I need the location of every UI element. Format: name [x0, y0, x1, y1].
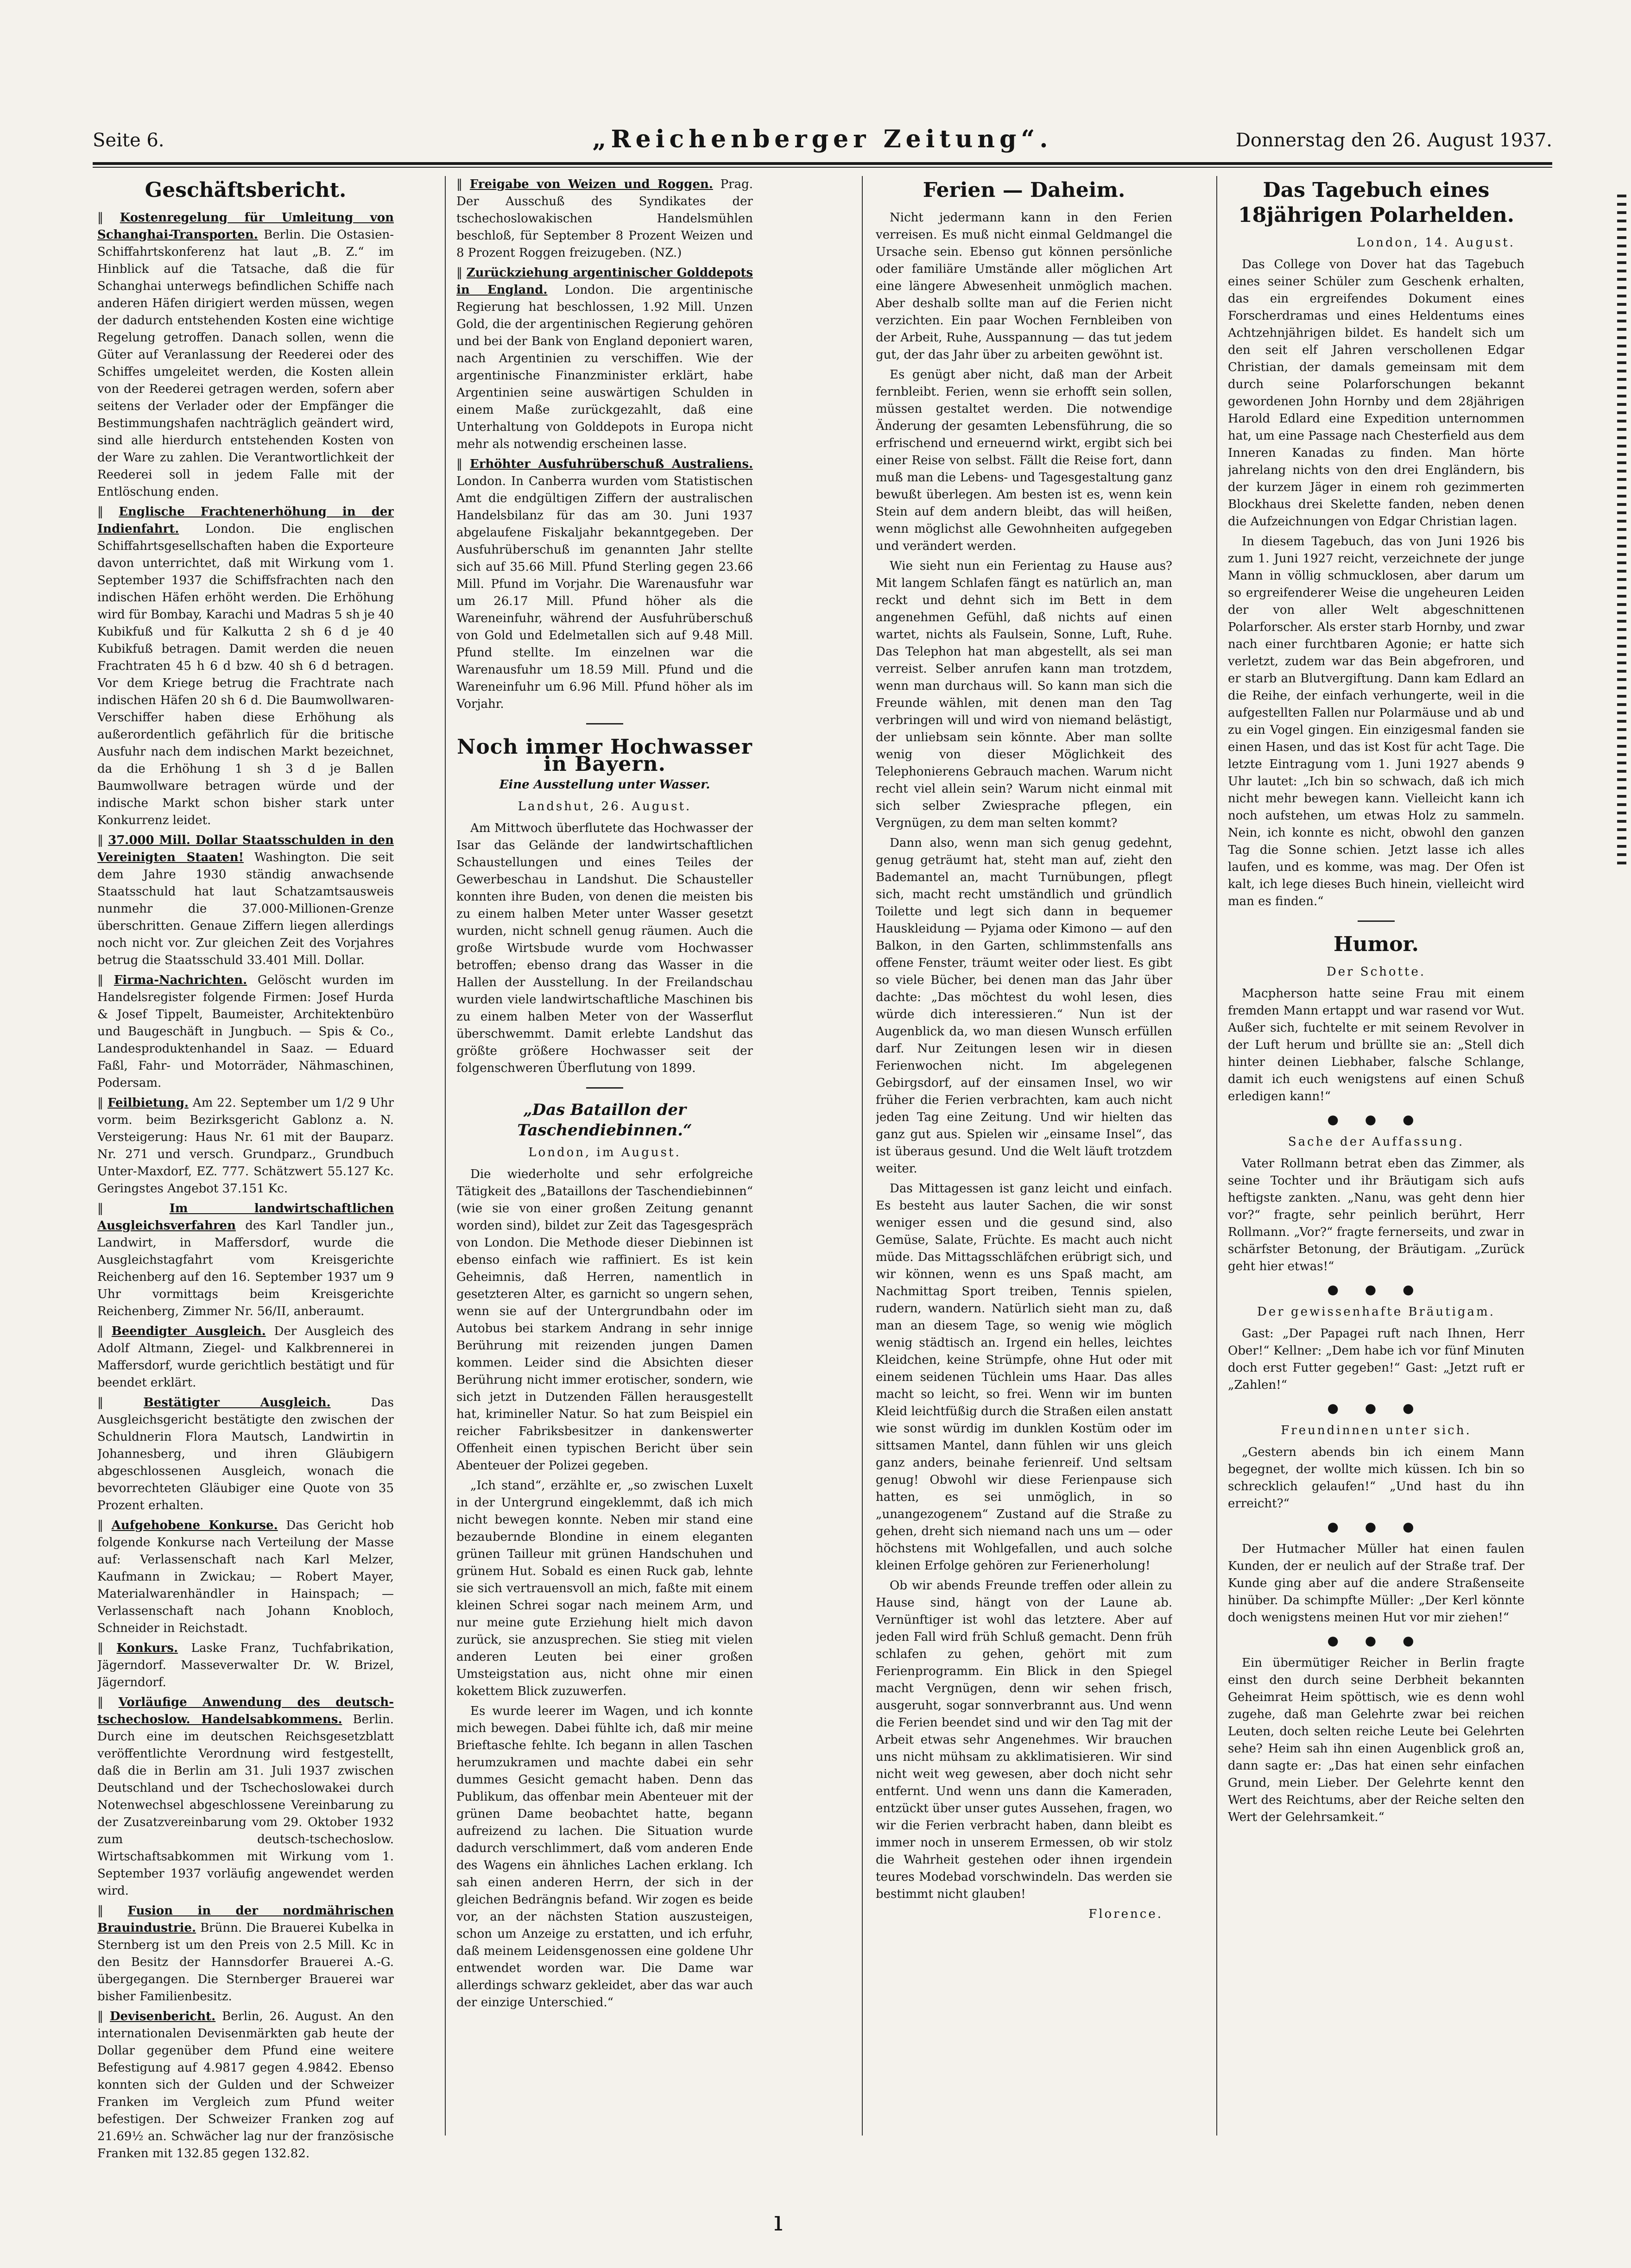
joke-text: Vater Rollmann betrat eben das Zimmer, als seine Tochter und ihr Bräutigam sich aufs heftigste zankten. „Nanu, was geht denn hier vor?“ fragte, sehr peinlich berührt, Herr Rollmann. „Vor?“ fragte fernerseits, und zwar in schärfster Betonung, der Bräutigam. „Zurück geht hier etwas!“	[1228, 1157, 1524, 1273]
news-item: ‖ Beendigter Ausgleich. Der Ausgleich des Adolf Altmann, Ziegel- und Kalkbrennerei in Maffersdorf, wurde gerichtlich bestätigt und für beendet erklärt.	[97, 1324, 394, 1390]
news-item-text: Berlin, 26. August. An den internationalen Devisenmärkten gab heute der Dollar gegenüber dem Pfund eine weitere Befestigung auf 4.9817 gegen 4.9842. Ebenso konnten sich der Gulden und der Schweizer Franken im Vergleich zum Pfund weiter befestigen. Der Schweizer Franken zog auf 21.69½ an. Schwächer lag nur der französische Franken mit 132.85 gegen 132.82.	[97, 2010, 394, 2161]
vacation-heading: Ferien — Daheim.	[923, 178, 1125, 202]
flood-text: Am Mittwoch überflutete das Hochwasser der Isar das Gelände der landwirtschaftlichen Schaustellungen und eines Teiles der Gewerbeschau in Landshut. Die Schausteller konnten ihre Buden, von denen die meisten bis zu einem halben Meter unter Wasser gesetzt wurden, nicht schnell genug räumen. Auch die große Wirtsbude wurde vom Hochwasser betroffen; ebenso drang das Wasser in die Hallen der Ausstellung. In der Freilandschau wurden viele landwirtschaftliche Maschinen bis zu einem halben Meter von der Wasserflut überschwemmt. Damit erlebte Landshut das größte größere Hochwasser seit der folgenschweren Überflutung von 1899.	[456, 821, 753, 1075]
news-item-lead: Beendigter Ausgleich.	[111, 1324, 266, 1338]
business-items-continued	[456, 176, 753, 713]
section-rule	[586, 1087, 623, 1089]
vacation-paragraph: Dann also, wenn man sich genug gedehnt, genug geträumt hat, steht man auf, zieht den Bademantel an, macht Turnübungen, pflegt sich, macht recht umständlich und gründlich Toilette und legt sich dann in bequemer Hauskleidung — Pyjama oder Kimono — auf den Balkon, in den Garten, schlimmstenfalls ans offene Fenster, träumt weiter oder liest. Es gibt so viele Bücher, bei denen man das Jahr über dachte: „Das möchtest du wohl lesen, dies würde dich interessieren.“ Nun ist der Augenblick da, wo man diesen Wunsch erfüllen darf. Nur Zeitungen lesen wir in diesen Ferienwochen nicht. Im abgelegenen Gebirgsdorf, auf der einsamen Insel, wo wir früher die Ferien verbrachten, kam auch nicht jeden Tag eine Zeitung. Und wir hielten das ganz gut aus. Spielen wir „einsame Insel“, das ist überaus gesund. Und die Welt läuft trotzdem weiter.	[876, 836, 1172, 1176]
column-divider	[1216, 176, 1217, 2136]
news-item-text: Das Gericht hob folgende Konkurse nach Verteilung der Masse auf: Verlassenschaft nach Karl Melzer, Kaufmann in Zwickau; — Robert Mayer, Materialwarenhändler in Hainspach; — Verlassenschaft nach Johann Knobloch, Schneider in Reichstadt.	[97, 1518, 394, 1635]
news-item-text: Das Ausgleichsgericht bestätigte den zwischen der Schuldnerin Flora Mautsch, Landwirtin in Johannesberg, und ihren Gläubigern abgeschlossenen Ausgleich, wonach die bevorrechteten Gläubiger eine Quote von 35 Prozent erhalten.	[97, 1396, 394, 1512]
column-vacation	[876, 176, 1172, 2168]
news-item: ‖ Feilbietung. Am 22. September um 1/2 9 Uhr vorm. beim Bezirksgericht Gablonz a. N. Versteigerung: Haus Nr. 61 mit der Bauparz. Nr. 271 und versch. Grundparz., Grundbuch Unter-Maxdorf, EZ. 777. Schätzwert 55.127 Kc. Geringstes Angebot 37.151 Kc.	[97, 1096, 394, 1196]
battalion-paragraph: Die wiederholte und sehr erfolgreiche Tätigkeit des „Bataillons der Taschendiebinnen“ (wie sie von einer großen Zeitung genannt worden sind), bildet zur Zeit das Tagesgespräch von London. Die Methode dieser Diebinnen ist ebenso einfach wie raffiniert. Es ist kein Geheimnis, daß Herren, namentlich in gesetzteren Alter, es garnicht so ungern sehen, wenn sie auf der Untergrundbahn oder im Autobus bei starkem Andrang in sehr innige Berührung mit reizenden jungen Damen kommen. Leider sind die Absichten dieser Berührung nicht immer erotischer, sondern, wie sich jetzt in Dutzenden Fällen herausgestellt hat, krimineller Natur. So hat zum Beispiel ein reicher Fabriksbesitzer in dankenswerter Offenheit einen typischen Bericht über sein Abenteuer der Polizei gegeben.	[456, 1167, 753, 1473]
business-report-heading: Geschäftsbericht.	[145, 178, 347, 202]
news-item-text: Laske Franz, Tuchfabrikation, Jägerndorf. Masseverwalter Dr. W. Brizel, Jägerndorf.	[97, 1641, 394, 1689]
news-item-lead: Freigabe von Weizen und Roggen.	[469, 177, 713, 191]
news-item-text: Der Ausgleich des Adolf Altmann, Ziegel- und Kalkbrennerei in Maffersdorf, wurde gerichtlich bestätigt und für beendet erklärt.	[97, 1324, 394, 1390]
newspaper-title: „Reichenberger Zeitung“.	[592, 125, 1053, 153]
joke-text: Gast: „Der Papagei ruft nach Ihnen, Herr Ober!“ Kellner: „Dem habe ich vor fünf Minuten doch erst Futter gegeben!“ Gast: „Jetzt ruft er „Zahlen!“	[1228, 1327, 1524, 1392]
joke-title: Sache der Auffassung.	[1288, 1135, 1465, 1149]
vacation-signature: Florence.	[1088, 1907, 1163, 1921]
joke-text: Macpherson hatte seine Frau mit einem fremden Mann ertappt und war rasend vor Wut. Außer sich, fuchtelte er mit seinem Revolver in der Luft herum und brüllte sie an: „Stell dich hinter deinen Liebhaber, falsche Schlange, damit ich euch wenigstens auf einen Schuß erledigen kann!“	[1228, 987, 1524, 1103]
vacation-paragraph: Das Mittagessen ist ganz leicht und einfach. Es besteht aus lauter Sachen, die wir sonst weniger essen und die gesund sind, also Gemüse, Salate, Früchte. Es macht auch nicht müde. Das Mittagsschläfchen erübrigt sich, und wir können, wenn es uns Spaß macht, am Nachmittag Sport treiben, Tennis spielen, rudern, wandern. Natürlich sieht man zu, daß man an diesem Tage, so wenig wie möglich wenig städtisch an. Irgend ein helles, leichtes Kleidchen, keine Strümpfe, ohne Hut oder mit einem seidenen Tüchlein ums Haar. Das alles macht so leicht, so frei. Wenn wir im bunten Kleid leichtfüßig durch die Straßen eilen anstatt wie sonst würdig im dunklen Kostüm oder im sittsamen Mantel, dann fühlen wir uns gleich ganz anders, beinahe ferienreif. Und seltsam genug! Obwohl wir diese Ferienpause sich hatten, es sei unmöglich, in so „unangezogenem“ Zustand auf die Straße zu gehen, dreht sich niemand nach uns um — oder höchstens mit Wohlgefallen, und auch solche kleinen Erfolge gehören zur Ferienerholung!	[876, 1182, 1172, 1573]
separator-stars: ● ● ●	[1327, 1112, 1425, 1127]
column-business-report	[97, 176, 394, 2168]
news-item-lead: Fusion in der nordmährischen Brauindustrie.	[97, 1904, 394, 1935]
vacation-paragraph: Es genügt aber nicht, daß man der Arbeit fernbleibt. Ferien, wenn sie erhofft sein sollen, müssen gestaltet werden. Die notwendige Änderung der gesamten Lebensführung, die so erfrischend und erneuernd wirkt, ergibt sich bei einer Reise von selbst. Fällt die Reise fort, dann muß man die Lebens- und Tagesgestaltung ganz bewußt überlegen. Am besten ist es, wenn kein Stein auf dem andern bleibt, das will heißen, wenn möglichst alle Gewohnheiten aufgegeben und verändert werden.	[876, 368, 1172, 553]
news-item: ‖ 37.000 Mill. Dollar Staatsschulden in den Vereinigten Staaten! Washington. Die seit dem Jahre 1930 ständig anwachsende Staatsschuld hat laut Schatzamtsausweis nunmehr die 37.000-Millionen-Grenze überschritten. Genaue Ziffern liegen allerdings noch nicht vor. Zur gleichen Zeit des Vorjahres betrug die Staatsschuld 33.401 Mill. Dollar.	[97, 833, 394, 967]
news-item-lead: Vorläufige Anwendung des deutsch-tschechoslow. Handelsabkommens.	[97, 1695, 394, 1726]
page-header	[93, 125, 1552, 162]
news-item: ‖ Bestätigter Ausgleich. Das Ausgleichsgericht bestätigte den zwischen der Schuldnerin Flora Mautsch, Landwirtin in Johannesberg, und ihren Gläubigern abgeschlossenen Ausgleich, wonach die bevorrechteten Gläubiger eine Quote von 35 Prozent erhalten.	[97, 1396, 394, 1512]
news-item-lead: Aufgehobene Konkurse.	[111, 1518, 278, 1532]
news-item-text: London. In Canberra wurden vom Statistischen Amt die endgültigen Ziffern der australischen Handelsbilanz für das am 30. Juni 1937 abgelaufene Fiskaljahr bekanntgegeben. Der Ausfuhrüberschuß im genannten Jahr stellte sich auf 35.66 Mill. Pfund Sterling gegen 23.66 Mill. Pfund im Vorjahr. Die Warenausfuhr war um 26.17 Mill. Pfund höher als die Wareneinfuhr, während der Ausfuhrüberschuß von Gold und Edelmetallen sich auf 9.48 Mill. Pfund stellte. Im einzelnen war die Warenausfuhr um 18.59 Mill. Pfund und die Wareneinfuhr um 6.96 Mill. Pfund höher als im Vorjahr.	[456, 474, 753, 711]
news-item-text: Berlin. Die Ostasien-Schiffahrtskonferenz hat laut „B. Z.“ im Hinblick auf die Tatsache, daß die für Schanghai unterwegs befindlichen Schiffe nach anderen Häfen dirigiert werden müssen, wegen der dadurch entstehenden Kosten eine wichtige Regelung getroffen. Danach sollen, wenn die Güter auf Veranlassung der Reederei oder des Schiffes umgeleitet werden, die Kosten allein von der Reederei getragen werden, sofern aber seitens der Verlader oder der Empfänger die Bestimmungshafen nachträglich geändert wird, sind alle hierdurch entstehenden Kosten von der Ware zu zahlen. Die Verantwortlichkeit der Reederei soll in jedem Falle mit der Entlöschung enden.	[97, 228, 394, 499]
vacation-paragraph: Nicht jedermann kann in den Ferien verreisen. Es muß nicht einmal Geldmangel die Ursache sein. Ebenso gut können persönliche oder familiäre Umstände aller möglichen Art eine längere Abwesenheit unmöglich machen. Aber deshalb sollte man auf die Ferien nicht verzichten. Ein paar Wochen Fernbleiben von der Arbeit, Ruhe, Ausspannung — das tut jedem gut, der das Jahr über zu arbeiten gewöhnt ist.	[876, 211, 1172, 362]
vacation-paragraph: Wie sieht nun ein Ferientag zu Hause aus? Mit langem Schlafen fängt es natürlich an, man reckt und dehnt sich im Bett in dem angenehmen Gefühl, daß nichts auf einen wartet, nichts als Faulsein, Sonne, Luft, Ruhe. Das Telephon hat man abgestellt, als sei man verreist. Selber anrufen kann man trotzdem, wenn man durchaus will. So kann man sich die Freunde wählen, mit denen man den Tag verbringen will und wird von niemand belästigt, der unliebsam sein könnte. Aber man sollte wenig von dieser Möglichkeit des Telephonierens Gebrauch machen. Warum nicht recht viel allein sein? Warum nicht einmal mit sich selber Zwiesprache pflegen, ein Vergnügen, zu dem man selten kommt?	[876, 559, 1172, 830]
business-items	[97, 209, 394, 2162]
header-rule	[93, 162, 1552, 165]
news-item-lead: Konkurs.	[116, 1641, 178, 1655]
news-item-text: London. Die englischen Schiffahrtsgesellschaften haben die Exporteure davon unterrichtet, daß mit Wirkung vom 1. September 1937 die Schiffsfrachten nach den indischen Häfen erhöht werden. Die Erhöhung wird für Bombay, Karachi und Madras 5 sh je 40 Kubikfuß und für Kalkutta 2 sh 6 d je 40 Kubikfuß betragen. Damit werden die neuen Frachtraten 45 h 6 d bzw. 40 sh 6 d betragen. Vor dem Kriege betrug die Frachtrate nach indischen Häfen 20 sh 6 d. Die Baumwollwaren-Verschiffer haben diese Erhöhung als außerordentlich gefährlich für die britische Ausfuhr nach dem indischen Markt bezeichnet, da die Erhöhung 1 sh 3 d je Ballen Baumwollware betragen würde und der indische Markt schon bisher stark unter Konkurrenz leidet.	[97, 522, 394, 827]
vacation-paragraph: Ob wir abends Freunde treffen oder allein zu Hause sind, hängt von der Laune ab. Vernünftiger ist wohl das letztere. Aber auf jeden Fall wird früh Schluß gemacht. Denn früh schlafen zu gehen, gehört mit zum Ferienprogramm. Ein Blick in den Spiegel macht Vergnügen, denn wir sehen frisch, ausgeruht, sogar sonnverbrannt aus. Und wenn die Ferien beendet sind und wir den Tag mit der Arbeit etwas sehr Angenehmes. Wir brauchen uns nicht mühsam zu akklimatisieren. Wir sind nicht weit weg gewesen, aber doch nicht sehr entfernt. Und wenn uns dann die Kameraden, entzückt über unser gutes Aussehen, fragen, wo wir die Ferien verbracht haben, dann bleibt es immer noch in unserem Ermessen, ob wir stolz die Wahrheit gestehen oder ihnen irgendein teures Modebad vorschwindeln. Das werden sie bestimmt nicht glauben!	[876, 1579, 1172, 1901]
news-item-text: Berlin. Durch eine im deutschen Reichsgesetzblatt veröffentlichte Verordnung wird festgestellt, daß die in Berlin am 31. Juli 1937 zwischen Deutschland und der Tschechoslowakei durch Notenwechsel abgeschlossene Vereinbarung zu der Zusatzvereinbarung vom 29. Oktober 1932 zum deutsch-tschechoslow. Wirtschaftsabkommen mit Wirkung vom 1. September 1937 vorläufig angewendet werden wird.	[97, 1713, 394, 1898]
battalion-paragraph: Es wurde leerer im Wagen, und ich konnte mich bewegen. Dabei fühlte ich, daß mir meine Brieftasche fehlte. Ich begann in allen Taschen herumzukramen und machte dabei ein sehr dummes Gesicht gemacht haben. Denn das Publikum, das offenbar mein Abenteuer mit der grünen Dame beobachtet hatte, begann aufreizend zu lachen. Die Situation wurde dadurch verschlimmert, daß vom anderen Ende des Wagens ein ähnliches Lachen erklang. Ich sah einen anderen Herrn, der sich in der gleichen Bedrängnis befand. Wir zogen es beide vor, an der nächsten Station auszusteigen, schon um Anzeige zu erstatten, und ich erfuhr, daß meinem Leidensgenossen eine goldene Uhr entwendet worden war. Die Dame war allerdings schwarz gekleidet, aber das war auch der einzige Unterschied.“	[456, 1704, 753, 2010]
news-item-lead: Englische Frachtenerhöhung in der Indienfahrt.	[97, 505, 394, 536]
battalion-dateline: London, im August.	[528, 1146, 681, 1159]
news-item-lead: Feilbietung.	[107, 1096, 189, 1110]
joke-title: Der gewissenhafte Bräutigam.	[1257, 1305, 1495, 1319]
issue-date: Donnerstag den 26. August 1937.	[1235, 130, 1552, 151]
section-rule	[586, 723, 623, 724]
news-item: ‖ Englische Frachtenerhöhung in der Indienfahrt. London. Die englischen Schiffahrtsgesellschaften haben die Exporteure davon unterrichtet, daß mit Wirkung vom 1. September 1937 die Schiffsfrachten nach den indischen Häfen erhöht werden. Die Erhöhung wird für Bombay, Karachi und Madras 5 sh je 40 Kubikfuß und für Kalkutta 2 sh 6 d je 40 Kubikfuß betragen. Damit werden die neuen Frachtraten 45 h 6 d bzw. 40 sh 6 d betragen. Vor dem Kriege betrug die Frachtrate nach indischen Häfen 20 sh 6 d. Die Baumwollwaren-Verschiffer haben diese Erhöhung als außerordentlich gefährlich für die britische Ausfuhr nach dem indischen Markt bezeichnet, da die Erhöhung 1 sh 3 d je Ballen Baumwollware betragen würde und der indische Markt schon bisher stark unter Konkurrenz leidet.	[97, 505, 394, 827]
news-item-lead: Firma-Nachrichten.	[114, 973, 247, 987]
separator-stars: ● ● ●	[1327, 1282, 1425, 1297]
page-edge-margin	[1617, 195, 1626, 866]
news-item-text: Brünn. Die Brauerei Kubelka in Sternberg ist um den Preis von 2.5 Mill. Kc in den Besitz der Hannsdorfer Brauerei A.-G. übergegangen. Die Sternberger Brauerei war bisher Familienbesitz.	[97, 1921, 394, 2003]
news-item-lead: Devisenbericht.	[109, 2010, 216, 2023]
news-item-text: London. Die argentinische Regierung hat beschlossen, 1.92 Mill. Unzen Gold, die der argentinischen Regierung gehören und bei der Bank von England deponiert waren, nach Argentinien zu verschiffen. Wie der argentinische Finanzminister erklärt, habe Argentinien seine auswärtigen Schulden in einem Maße zurückgezahlt, daß eine Unterhaltung von Golddepots in Europa nicht mehr als notwendig erscheinen lasse.	[456, 283, 753, 451]
humor-jokes	[1228, 964, 1524, 1826]
page-number: Seite 6.	[93, 130, 164, 151]
news-item: ‖ Im landwirtschaftlichen Ausgleichsverfahren des Karl Tandler jun., Landwirt, in Maffersdorf, wurde die Ausgleichstagfahrt vom Kreisgerichte Reichenberg auf den 16. September 1937 um 9 Uhr vormittags beim Kreisgerichte Reichenberg, Zimmer Nr. 56/II, anberaumt.	[97, 1202, 394, 1318]
diary-paragraph: Das College von Dover hat das Tagebuch eines seiner Schüler zum Geschenk erhalten, das ein ergreifendes Dokument eines Forscherdramas und eines Heldentums eines Achtzehnjährigen bildet. Es handelt sich um den seit elf Jahren verschollenen Edgar Christian, der damals gemeinsam mit dem durch seine Polarforschungen bekannt gewordenen John Hornby und dem 28jährigen Harold Edlard eine Expedition unternommen hat, um eine Passage nach Chesterfield aus dem Inneren Kanadas zu finden. Man hörte jahrelang nichts von den drei Engländern, bis der kurzem Jäger in einem roh gezimmerten Blockhaus drei Skelette fanden, neben denen die Aufzeichnungen von Edgar Christian lagen.	[1228, 258, 1524, 529]
battalion-paragraph: „Ich stand“, erzählte er, „so zwischen Luxelt in der Untergrund eingeklemmt, daß ich mich nicht bewegen konnte. Neben mir stand eine bezaubernde Blondine in einem eleganten grünen Tailleur mit grünen Handschuhen und grünem Hut. Sobald es einen Ruck gab, lehnte sie sich vertrauensvoll an mich, faßte mit einem kleinen Schrei sogar nach meinem Arm, und nur meine gute Erziehung hielt mich davon zurück, sie anzusprechen. Sie stieg mit vielen anderen Leuten bei einer großen Umsteigstation aus, nicht ohne mir einen kokettem Blick zuzuwerfen.	[456, 1479, 753, 1698]
diary-paragraph: In diesem Tagebuch, das von Juni 1926 bis zum 1. Juni 1927 reicht, verzeichnete der junge Mann in völlig schmucklosen, aber darum um so ergreifenderer Weise die ungeheuren Leiden der von aller Welt abgeschnittenen Polarforscher. Als erster starb Hornby, und zwar nach einer furchtbaren Agonie; er hatte sich verletzt, zudem war das Bein abgefroren, und er starb an Blutvergiftung. Dann kam Edlard an die Reihe, der einfach verhungerte, weil in die aufgestellten Fallen nur Polarmäuse und ab und zu ein Vogel gingen. Ein einzigesmal fanden sie einen Hasen, und das ist Kost für acht Tage. Die letzte Eintragung vom 1. Juni 1927 abends 9 Uhr lautet: „Ich bin so schwach, daß ich mich nicht mehr bewegen kann. Vielleicht kann ich noch aufstehen, um etwas Holz zu sammeln. Nein, ich konnte es nicht, obwohl den ganzen Tag die Sonne schien. Jetzt lasse ich alles laufen, und es komme, was mag. Der Ofen ist kalt, ich lege dieses Buch hinein, vielleicht wird man es finden.“	[1228, 535, 1524, 908]
diary-dateline: London, 14. August.	[1357, 236, 1515, 250]
section-rule	[1358, 920, 1395, 922]
joke-text: Ein übermütiger Reicher in Berlin fragte einst den durch seine Derbheit bekannten Geheimrat Heim spöttisch, wie es denn wohl zugehe, daß man Gelehrte zwar bei reichen Leuten, doch selten reiche Leute bei Gelehrten sehe? Heim sah ihn einen Augenblick groß an, dann sagte er: „Das hat einen sehr einfachen Grund, mein Lieber. Der Gelehrte kennt den Wert des Reichtums, aber der Reiche selten den Wert der Gelehrsamkeit.“	[1228, 1656, 1524, 1824]
news-item: ‖ Kostenregelung für Umleitung von Schanghai-Transporten. Berlin. Die Ostasien-Schiffahrtskonferenz hat laut „B. Z.“ im Hinblick auf die Tatsache, daß die für Schanghai unterwegs befindlichen Schiffe nach anderen Häfen dirigiert werden müssen, wegen der dadurch entstehenden Kosten eine wichtige Regelung getroffen. Danach sollen, wenn die Güter auf Veranlassung der Reederei oder des Schiffes umgeleitet werden, die Kosten allein von der Reederei getragen werden, sofern aber seitens der Verlader oder der Empfänger die Bestimmungshafen nachträglich geändert wird, sind alle hierdurch entstehenden Kosten von der Ware zu zahlen. Die Verantwortlichkeit der Reederei soll in jedem Falle mit der Entlöschung enden.	[97, 211, 394, 499]
flood-heading: Noch immer Hochwasser in Bayern.	[457, 735, 752, 776]
column-divider	[862, 176, 863, 2136]
news-item: ‖ Freigabe von Weizen und Roggen. Prag. Der Ausschuß des Syndikates der tschechoslowakischen Handelsmühlen beschloß, für September 8 Prozent Weizen und 8 Prozent Roggen freizugeben. (NZ.)	[456, 177, 753, 260]
flood-dateline: Landshut, 26. August.	[518, 800, 692, 813]
news-item-text: Am 22. September um 1/2 9 Uhr vorm. beim Bezirksgericht Gablonz a. N. Versteigerung: Haus Nr. 61 mit der Bauparz. Nr. 271 und versch. Grundparz., Grundbuch Unter-Maxdorf, EZ. 777. Schätzwert 55.127 Kc. Geringstes Angebot 37.151 Kc.	[97, 1096, 394, 1196]
battalion-heading: „Das Bataillon der Taschendiebinnen.“	[517, 1101, 692, 1140]
header-rule-thin	[93, 167, 1552, 168]
joke-text: „Gestern abends bin ich einem Mann begegnet, der wollte mich küssen. Ich bin so schrecklich gelaufen!“ „Und hast du ihn erreicht?“	[1228, 1445, 1524, 1511]
news-item-lead: Zurückziehung argentinischer Golddepots in England.	[456, 266, 753, 297]
separator-stars: ● ● ●	[1327, 1633, 1425, 1648]
joke-text: Der Hutmacher Müller hat einen faulen Kunden, der er neulich auf der Straße traf. Der Kunde ging aber auf die andere Straßenseite hinüber. Da schimpfte Müller: „Der Kerl könnte doch wenigstens meinen Hut vor mir ziehen!“	[1228, 1542, 1524, 1625]
news-item-text: Washington. Die seit dem Jahre 1930 ständig anwachsende Staatsschuld hat laut Schatzamtsausweis nunmehr die 37.000-Millionen-Grenze überschritten. Genaue Ziffern liegen allerdings noch nicht vor. Zur gleichen Zeit des Vorjahres betrug die Staatsschuld 33.401 Mill. Dollar.	[97, 850, 394, 967]
column-divider	[445, 176, 446, 2136]
column-diary-humor	[1228, 176, 1524, 2168]
humor-heading: Humor.	[1334, 932, 1419, 956]
footer-mark: ı	[774, 2205, 783, 2237]
news-item-lead: Kostenregelung für Umleitung von Schanghai-Transporten.	[97, 211, 394, 242]
column-two	[456, 176, 753, 2168]
news-item: ‖ Zurückziehung argentinischer Golddepots in England. London. Die argentinische Regierung hat beschlossen, 1.92 Mill. Unzen Gold, die der argentinischen Regierung gehören und bei der Bank von England deponiert waren, nach Argentinien zu verschiffen. Wie der argentinische Finanzminister erklärt, habe Argentinien seine auswärtigen Schulden in einem Maße zurückgezahlt, daß eine Unterhaltung von Golddepots in Europa nicht mehr als notwendig erscheinen lasse.	[456, 266, 753, 451]
news-item-lead: Erhöhter Ausfuhrüberschuß Australiens.	[469, 457, 753, 471]
news-item-lead: Bestätigter Ausgleich.	[143, 1396, 331, 1410]
separator-stars: ● ● ●	[1327, 1519, 1425, 1534]
flood-subheading: Eine Ausstellung unter Wasser.	[499, 778, 710, 792]
news-item: ‖ Konkurs. Laske Franz, Tuchfabrikation, Jägerndorf. Masseverwalter Dr. W. Brizel, Jägerndorf.	[97, 1641, 394, 1689]
separator-stars: ● ● ●	[1327, 1400, 1425, 1416]
news-item: ‖ Aufgehobene Konkurse. Das Gericht hob folgende Konkurse nach Verteilung der Masse auf: Verlassenschaft nach Karl Melzer, Kaufmann in Zwickau; — Robert Mayer, Materialwarenhändler in Hainspach; — Verlassenschaft nach Johann Knobloch, Schneider in Reichstadt.	[97, 1518, 394, 1635]
joke-title: Der Schotte.	[1326, 965, 1426, 979]
news-item-text: Gelöscht wurden im Handelsregister folgende Firmen: Josef Hurda & Josef Tippelt, Baumeister, Architektenbüro und Baugeschäft in Jungbuch. — Spis & Co., Landesproduktenhandel in Saaz. — Eduard Faßl, Fahr- und Motorräder, Nähmaschinen, Podersam.	[97, 973, 394, 1090]
news-item-lead: Im landwirtschaftlichen Ausgleichsverfahren	[97, 1202, 394, 1233]
news-item: ‖ Firma-Nachrichten. Gelöscht wurden im Handelsregister folgende Firmen: Josef Hurda & Josef Tippelt, Baumeister, Architektenbüro und Baugeschäft in Jungbuch. — Spis & Co., Landesproduktenhandel in Saaz. — Eduard Faßl, Fahr- und Motorräder, Nähmaschinen, Podersam.	[97, 973, 394, 1090]
news-item-lead: 37.000 Mill. Dollar Staatsschulden in den Vereinigten Staaten!	[97, 833, 394, 864]
news-item-text: des Karl Tandler jun., Landwirt, in Maffersdorf, wurde die Ausgleichstagfahrt vom Kreisgerichte Reichenberg auf den 16. September 1937 um 9 Uhr vormittags beim Kreisgerichte Reichenberg, Zimmer Nr. 56/II, anberaumt.	[97, 1219, 394, 1318]
news-item: ‖ Erhöhter Ausfuhrüberschuß Australiens. London. In Canberra wurden vom Statistischen Amt die endgültigen Ziffern der australischen Handelsbilanz für das am 30. Juni 1937 abgelaufene Fiskaljahr bekanntgegeben. Der Ausfuhrüberschuß im genannten Jahr stellte sich auf 35.66 Mill. Pfund Sterling gegen 23.66 Mill. Pfund im Vorjahr. Die Warenausfuhr war um 26.17 Mill. Pfund höher als die Wareneinfuhr, während der Ausfuhrüberschuß von Gold und Edelmetallen sich auf 9.48 Mill. Pfund stellte. Im einzelnen war die Warenausfuhr um 18.59 Mill. Pfund und die Wareneinfuhr um 6.96 Mill. Pfund höher als im Vorjahr.	[456, 457, 753, 711]
diary-heading: Das Tagebuch eines 18jährigen Polarhelden.	[1238, 178, 1515, 227]
joke-title: Freundinnen unter sich.	[1281, 1424, 1472, 1437]
news-item: ‖ Vorläufige Anwendung des deutsch-tschechoslow. Handelsabkommens. Berlin. Durch eine im deutschen Reichsgesetzblatt veröffentlichte Verordnung wird festgestellt, daß die in Berlin am 31. Juli 1937 zwischen Deutschland und der Tschechoslowakei durch Notenwechsel abgeschlossene Vereinbarung zu der Zusatzvereinbarung vom 29. Oktober 1932 zum deutsch-tschechoslow. Wirtschaftsabkommen mit Wirkung vom 1. September 1937 vorläufig angewendet werden wird.	[97, 1695, 394, 1898]
news-item: ‖ Fusion in der nordmährischen Brauindustrie. Brünn. Die Brauerei Kubelka in Sternberg ist um den Preis von 2.5 Mill. Kc in den Besitz der Hannsdorfer Brauerei A.-G. übergegangen. Die Sternberger Brauerei war bisher Familienbesitz.	[97, 1904, 394, 2003]
news-item: ‖ Devisenbericht. Berlin, 26. August. An den internationalen Devisenmärkten gab heute der Dollar gegenüber dem Pfund eine weitere Befestigung auf 4.9817 gegen 4.9842. Ebenso konnten sich der Gulden und der Schweizer Franken im Vergleich zum Pfund weiter befestigen. Der Schweizer Franken zog auf 21.69½ an. Schwächer lag nur der französische Franken mit 132.85 gegen 132.82.	[97, 2010, 394, 2161]
news-item-text: Prag. Der Ausschuß des Syndikates der tschechoslowakischen Handelsmühlen beschloß, für September 8 Prozent Weizen und 8 Prozent Roggen freizugeben. (NZ.)	[456, 177, 753, 260]
